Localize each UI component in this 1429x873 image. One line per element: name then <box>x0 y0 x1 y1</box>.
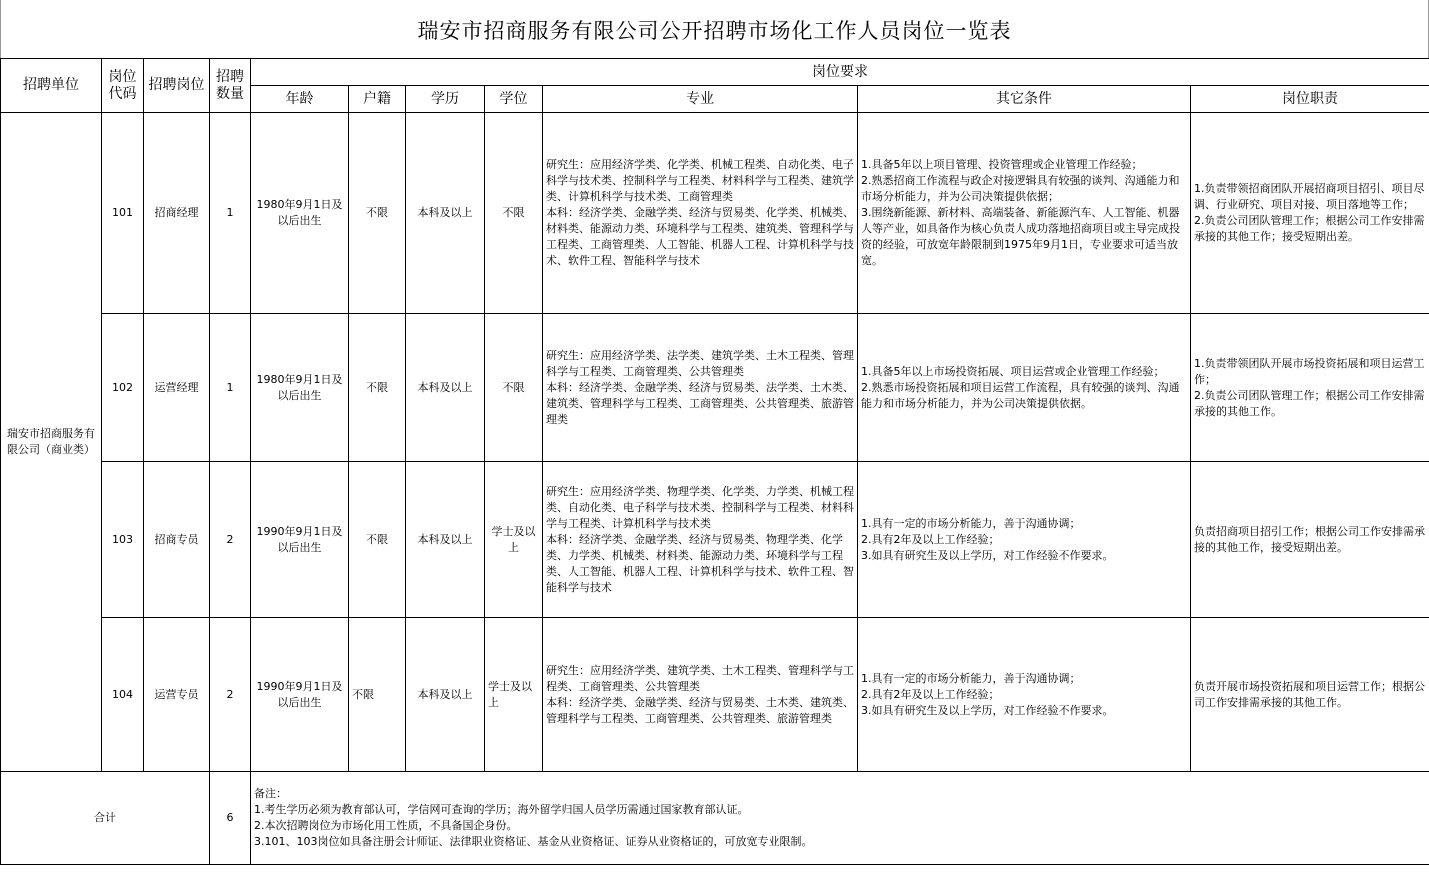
cell-line: 1.负责带领招商团队开展招商项目招引、项目尽调、行业研究、项目对接、项目落地等工作； <box>1194 182 1425 211</box>
unit-name: 瑞安市招商服务有限公司（商业类） <box>1 113 102 772</box>
cell-education: 本科及以上 <box>406 462 485 618</box>
cell-education: 本科及以上 <box>406 314 485 462</box>
note-line: 2.本次招聘岗位为市场化用工性质，不具备国企身份。 <box>254 819 518 832</box>
cell-line: 2.熟悉市场投资拓展和项目运营工作流程，具有较强的谈判、沟通能力和市场分析能力，并为公司决策提供依据。 <box>861 380 1180 410</box>
cell-age: 1990年9月1日及以后出生 <box>251 618 349 772</box>
cell-line: 本科：经济学类、金融学类、经济与贸易类、物理学类、化学类、力学类、机械类、材料类、能源动力类、环境科学与工程类、人工智能、机器人工程、计算机科学与技术、软件工程、智能科学与技术 <box>546 532 854 594</box>
cell-major <box>543 618 858 772</box>
cell-count: 2 <box>210 462 251 618</box>
cell-major <box>543 113 858 314</box>
cell-degree: 学士及以上 <box>485 462 543 618</box>
header-unit: 招聘单位 <box>1 59 102 113</box>
cell-other <box>858 462 1191 618</box>
cell-line: 2.熟悉招商工作流程与政企对接逻辑具有较强的谈判、沟通能力和市场分析能力，并为公司决策提供依据； <box>861 174 1180 203</box>
table-row <box>1 314 1429 462</box>
cell-major <box>543 314 858 462</box>
cell-age: 1980年9月1日及以后出生 <box>251 113 349 314</box>
header-duties: 岗位职责 <box>1191 86 1429 113</box>
cell-degree: 不限 <box>485 113 543 314</box>
total-count: 6 <box>210 772 251 865</box>
cell-line: 1.具备5年以上市场投资拓展、项目运营或企业管理工作经验； <box>861 364 1165 378</box>
cell-line: 2.负责公司团队管理工作；根据公司工作安排需承接的其他工作。 <box>1194 388 1425 418</box>
cell-line: 本科：经济学类、金融学类、经济与贸易类、法学类、土木类、建筑类、管理科学与工程类、工商管理类、公共管理类、旅游管理类 <box>546 380 854 426</box>
cell-education: 本科及以上 <box>406 113 485 314</box>
cell-line: 1.负责带领团队开展市场投资拓展和项目运营工作； <box>1194 356 1425 386</box>
cell-degree: 不限 <box>485 314 543 462</box>
cell-position: 运营经理 <box>144 314 210 462</box>
notes-title: 备注： <box>254 787 287 800</box>
notes-cell <box>251 772 1429 865</box>
cell-line: 2.具有2年及以上工作经验； <box>861 687 1000 701</box>
cell-duties <box>1191 113 1429 314</box>
cell-line: 3.如具有研究生及以上学历，对工作经验不作要求。 <box>861 548 1114 562</box>
header-code: 岗位代码 <box>102 59 144 113</box>
cell-other <box>858 618 1191 772</box>
cell-code: 104 <box>102 618 144 772</box>
cell-duties <box>1191 618 1429 772</box>
footer-row <box>1 772 1429 865</box>
cell-age: 1980年9月1日及以后出生 <box>251 314 349 462</box>
cell-other <box>858 314 1191 462</box>
cell-code: 103 <box>102 462 144 618</box>
cell-count: 2 <box>210 618 251 772</box>
note-line: 1.考生学历必须为教育部认可，学信网可查询的学历；海外留学归国人员学历需通过国家教育部认证。 <box>254 803 749 816</box>
total-label: 合计 <box>1 772 210 865</box>
cell-hukou: 不限 <box>349 618 406 772</box>
cell-hukou: 不限 <box>349 314 406 462</box>
cell-line: 3.围绕新能源、新材料、高端装备、新能源汽车、人工智能、机器人等产业，如具备作为核心负责人成功落地招商项目或主导完成投资的经验，可放宽年龄限制到1975年9月1日，专业要求可适当放宽。 <box>861 206 1180 267</box>
cell-line: 2.具有2年及以上工作经验； <box>861 532 1000 546</box>
header-hukou: 户籍 <box>349 86 406 113</box>
cell-other <box>858 113 1191 314</box>
cell-code: 101 <box>102 113 144 314</box>
cell-duties <box>1191 462 1429 618</box>
cell-line: 本科：经济学类、金融学类、经济与贸易类、化学类、机械类、材料类、能源动力类、环境科学与工程类、建筑类、管理科学与工程类、工商管理类、人工智能、机器人工程、计算机科学与技术、软件工程、智能科学与技术 <box>546 206 854 267</box>
cell-line: 研究生：应用经济学类、化学类、机械工程类、自动化类、电子科学与技术类、控制科学与工程类、材料科学与工程类、建筑学类、计算机科学与技术类、工商管理类 <box>546 158 854 203</box>
header-position: 招聘岗位 <box>144 59 210 113</box>
cell-line: 负责招商项目招引工作；根据公司工作安排需承接的其他工作，接受短期出差。 <box>1194 524 1425 554</box>
cell-hukou: 不限 <box>349 113 406 314</box>
cell-education: 本科及以上 <box>406 618 485 772</box>
positions-table <box>0 58 1429 865</box>
cell-position: 运营专员 <box>144 618 210 772</box>
cell-line: 1.具备5年以上项目管理、投资管理或企业管理工作经验； <box>861 158 1143 171</box>
table-title: 瑞安市招商服务有限公司公开招聘市场化工作人员岗位一览表 <box>0 0 1429 59</box>
header-requirements: 岗位要求 <box>251 59 1429 86</box>
cell-line: 2.负责公司团队管理工作；根据公司工作安排需承接的其他工作；接受短期出差。 <box>1194 214 1425 243</box>
cell-position: 招商专员 <box>144 462 210 618</box>
cell-hukou: 不限 <box>349 462 406 618</box>
table-row <box>1 618 1429 772</box>
cell-count: 1 <box>210 314 251 462</box>
header-education: 学历 <box>406 86 485 113</box>
note-line: 3.101、103岗位如具备注册会计师证、法律职业资格证、基金从业资格证、证券从业资格证的，可放宽专业限制。 <box>254 835 813 848</box>
cell-line: 研究生：应用经济学类、建筑学类、土木工程类、管理科学与工程类、工商管理类、公共管理类 <box>546 663 854 693</box>
cell-age: 1990年9月1日及以后出生 <box>251 462 349 618</box>
cell-line: 研究生：应用经济学类、物理学类、化学类、力学类、机械工程类、自动化类、电子科学与技术类、控制科学与工程类、材料科学与工程类、计算机科学与技术类 <box>546 484 854 530</box>
header-row <box>1 59 1429 86</box>
cell-degree: 学士及以上 <box>485 618 543 772</box>
table-row <box>1 113 1429 314</box>
header-count: 招聘数量 <box>210 59 251 113</box>
cell-line: 研究生：应用经济学类、法学类、建筑学类、土木工程类、管理科学与工程类、工商管理类、公共管理类 <box>546 348 854 378</box>
cell-line: 负责开展市场投资拓展和项目运营工作；根据公司工作安排需承接的其他工作。 <box>1194 679 1425 709</box>
table-row <box>1 462 1429 618</box>
cell-line: 3.如具有研究生及以上学历，对工作经验不作要求。 <box>861 703 1114 717</box>
cell-line: 1.具有一定的市场分析能力，善于沟通协调； <box>861 671 1081 685</box>
cell-line: 本科：经济学类、金融学类、经济与贸易类、土木类、建筑类、管理科学与工程类、工商管理类、公共管理类、旅游管理类 <box>546 695 854 725</box>
cell-count: 1 <box>210 113 251 314</box>
cell-code: 102 <box>102 314 144 462</box>
header-other: 其它条件 <box>858 86 1191 113</box>
cell-duties <box>1191 314 1429 462</box>
header-age: 年龄 <box>251 86 349 113</box>
cell-major <box>543 462 858 618</box>
header-major: 专业 <box>543 86 858 113</box>
header-degree: 学位 <box>485 86 543 113</box>
cell-line: 1.具有一定的市场分析能力，善于沟通协调； <box>861 516 1081 530</box>
cell-position: 招商经理 <box>144 113 210 314</box>
